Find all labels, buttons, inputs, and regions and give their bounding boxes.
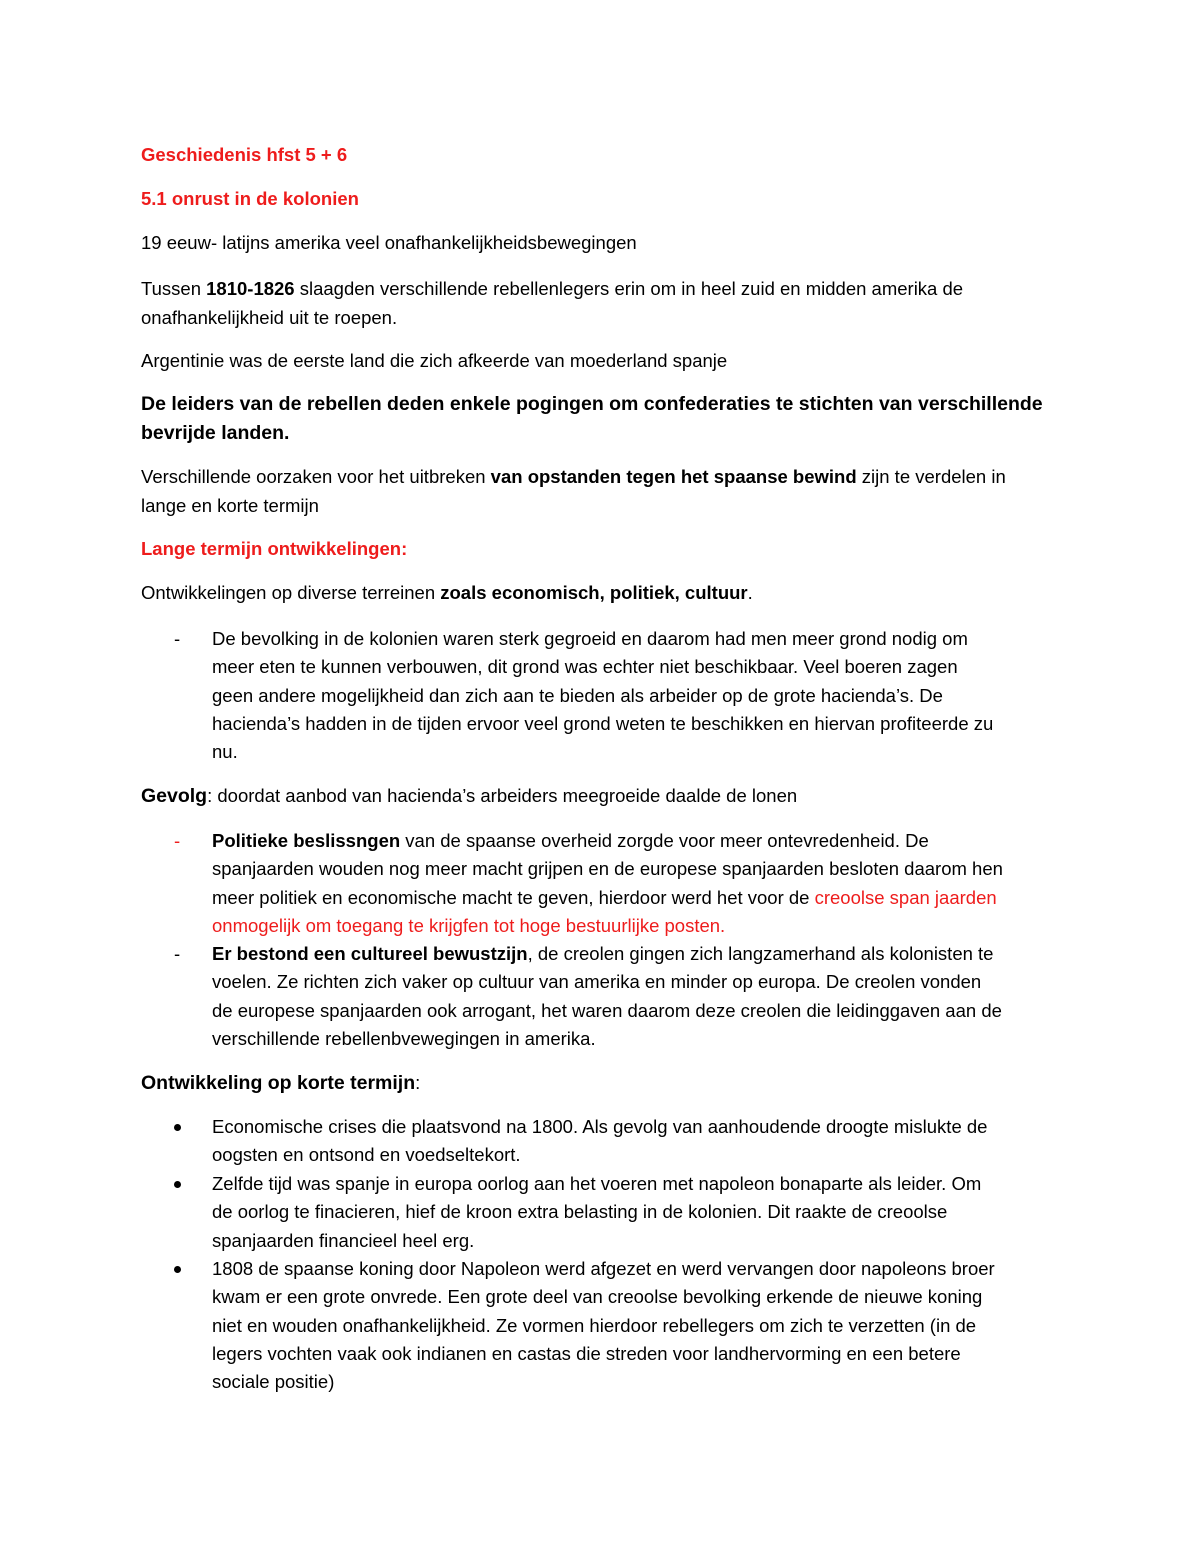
list-item-line: de europese spanjaarden ook arrogant, het waren daarom deze creolen die leidinggaven aan de bbox=[212, 999, 1002, 1021]
short-term-heading-colon: : bbox=[415, 1072, 421, 1093]
bullet-item-line: kwam er een grote onvrede. Een grote deel van creoolse bevolking erkende de nieuwe koning bbox=[212, 1286, 983, 1308]
paragraph-5-rest: zijn te verdelen in bbox=[856, 466, 1006, 487]
paragraph-2-line-2: onafhankelijkheid uit te roepen. bbox=[141, 307, 398, 328]
list-item-red-text: creoolse span jaarden bbox=[814, 886, 997, 908]
paragraph-2-line-1 bbox=[141, 275, 963, 303]
list-item-text bbox=[212, 940, 1072, 1053]
dash-marker: - bbox=[174, 943, 181, 964]
list-item-rest: van de spaanse overheid zorgde voor meer ontevredenheid. De bbox=[400, 830, 929, 851]
paragraph-1: 19 eeuw- latijns amerika veel onafhankelijkheidsbewegingen bbox=[141, 232, 637, 253]
list-item-text bbox=[212, 827, 1072, 940]
bullet-icon bbox=[174, 1181, 181, 1188]
bullet-item-line: 1808 de spaanse koning door Napoleon werd afgezet en werd vervangen door napoleons broer bbox=[212, 1258, 995, 1279]
gevolg-label: Gevolg bbox=[141, 785, 208, 807]
paragraph-4-line-2: bevrijde landen. bbox=[141, 422, 290, 444]
gevolg-paragraph bbox=[141, 782, 797, 810]
list-item-line: geen andere mogelijkheid dan zich aan te bieden als arbeider op de grote hacienda’s. De bbox=[212, 684, 943, 706]
list-item-line: voelen. Ze richten zich vaker op cultuur van amerika en minder op europa. De creolen vonden bbox=[212, 971, 982, 993]
bullet-item-line: spanjaarden financieel heel erg. bbox=[212, 1229, 475, 1251]
gevolg-text: : doordat aanbod van hacienda’s arbeiders meegroeide daalde de lonen bbox=[207, 785, 798, 806]
list-item-line: nu. bbox=[212, 741, 238, 763]
short-term-heading-bold: Ontwikkeling op korte termijn bbox=[141, 1072, 416, 1094]
paragraph-6-intro: Ontwikkelingen op diverse terreinen bbox=[141, 582, 441, 603]
paragraph-4-line-1: De leiders van de rebellen deden enkele pogingen om confederaties te stichten van verschillende bbox=[141, 393, 1043, 415]
short-term-heading bbox=[141, 1069, 420, 1097]
long-term-heading: Lange termijn ontwikkelingen: bbox=[141, 538, 408, 559]
paragraph-6-bold: zoals economisch, politiek, cultuur bbox=[440, 582, 748, 603]
dash-marker: - bbox=[174, 830, 181, 851]
bullet-item-text bbox=[212, 1113, 1072, 1170]
list-item-line: onmogelijk om toegang te krijgfen tot hoge bestuurlijke posten. bbox=[212, 914, 726, 936]
paragraph-2-rest: slaagden verschillende rebellenlegers erin om in heel zuid en midden amerika de bbox=[294, 278, 964, 299]
paragraph-6 bbox=[141, 579, 753, 607]
bullet-icon bbox=[174, 1124, 181, 1131]
list-item-rest: meer politiek en economische macht te geven, hierdoor werd het voor de bbox=[212, 886, 815, 908]
list-item-line: meer eten te kunnen verbouwen, dit grond was echter niet beschikbaar. Veel boeren zagen bbox=[212, 656, 958, 678]
list-item-line bbox=[212, 940, 1072, 968]
bullet-item-text bbox=[212, 1255, 1072, 1396]
dash-marker: - bbox=[174, 628, 181, 649]
paragraph-2-years: 1810-1826 bbox=[206, 278, 295, 299]
list-item-line: verschillende rebellenbvewegingen in amerika. bbox=[212, 1027, 596, 1049]
list-item-bold: Politieke beslissngen bbox=[212, 830, 401, 851]
bullet-icon bbox=[174, 1266, 181, 1273]
bullet-item-line: oogsten en ontsond en voedseltekort. bbox=[212, 1144, 521, 1166]
paragraph-5-line-2: lange en korte termijn bbox=[141, 495, 319, 516]
list-item-line: hacienda’s hadden in de tijden ervoor veel grond weten te beschikken en hiervan profiteerde zu bbox=[212, 712, 994, 734]
bullet-item-line: Zelfde tijd was spanje in europa oorlog aan het voeren met napoleon bonaparte als leider. Om bbox=[212, 1173, 982, 1194]
list-item-line: De bevolking in de kolonien waren sterk gegroeid en daarom had men meer grond nodig om bbox=[212, 628, 968, 649]
paragraph-2-intro: Tussen bbox=[141, 278, 207, 299]
paragraph-5-line-1 bbox=[141, 463, 1006, 491]
list-item-bold: Er bestond een cultureel bewustzijn bbox=[212, 943, 528, 964]
list-item-text bbox=[212, 625, 1072, 766]
bullet-item-line: de oorlog te finacieren, hief de kroon extra belasting in de kolonien. Dit raakte de creoolse bbox=[212, 1201, 948, 1223]
bullet-item-line: sociale positie) bbox=[212, 1371, 335, 1393]
section-heading: 5.1 onrust in de kolonien bbox=[141, 188, 359, 209]
bullet-item-text bbox=[212, 1170, 1072, 1255]
paragraph-5-intro: Verschillende oorzaken voor het uitbreken bbox=[141, 466, 491, 487]
paragraph-5-bold: van opstanden tegen het spaanse bewind bbox=[490, 466, 857, 487]
bullet-item-line: Economische crises die plaatsvond na 1800. Als gevolg van aanhoudende droogte mislukte de bbox=[212, 1116, 988, 1137]
list-item-rest: , de creolen gingen zich langzamerhand als kolonisten te bbox=[527, 943, 994, 964]
list-item-line: spanjaarden wouden nog meer macht grijpen en de europese spanjaarden besloten daarom hen bbox=[212, 858, 1003, 880]
bullet-item-line: legers vochten vaak ook indianen en castas die streden voor landhervorming en een betere bbox=[212, 1342, 961, 1364]
paragraph-6-end: . bbox=[747, 582, 753, 603]
bullet-item-line: niet en wouden onafhankelijkheid. Ze vormen hierdoor rebellegers om zich te verzetten (in de bbox=[212, 1314, 977, 1336]
document-title: Geschiedenis hfst 5 + 6 bbox=[141, 144, 348, 165]
list-item-line bbox=[212, 884, 1072, 912]
paragraph-3: Argentinie was de eerste land die zich afkeerde van moederland spanje bbox=[141, 350, 728, 371]
list-item-line bbox=[212, 827, 1072, 855]
